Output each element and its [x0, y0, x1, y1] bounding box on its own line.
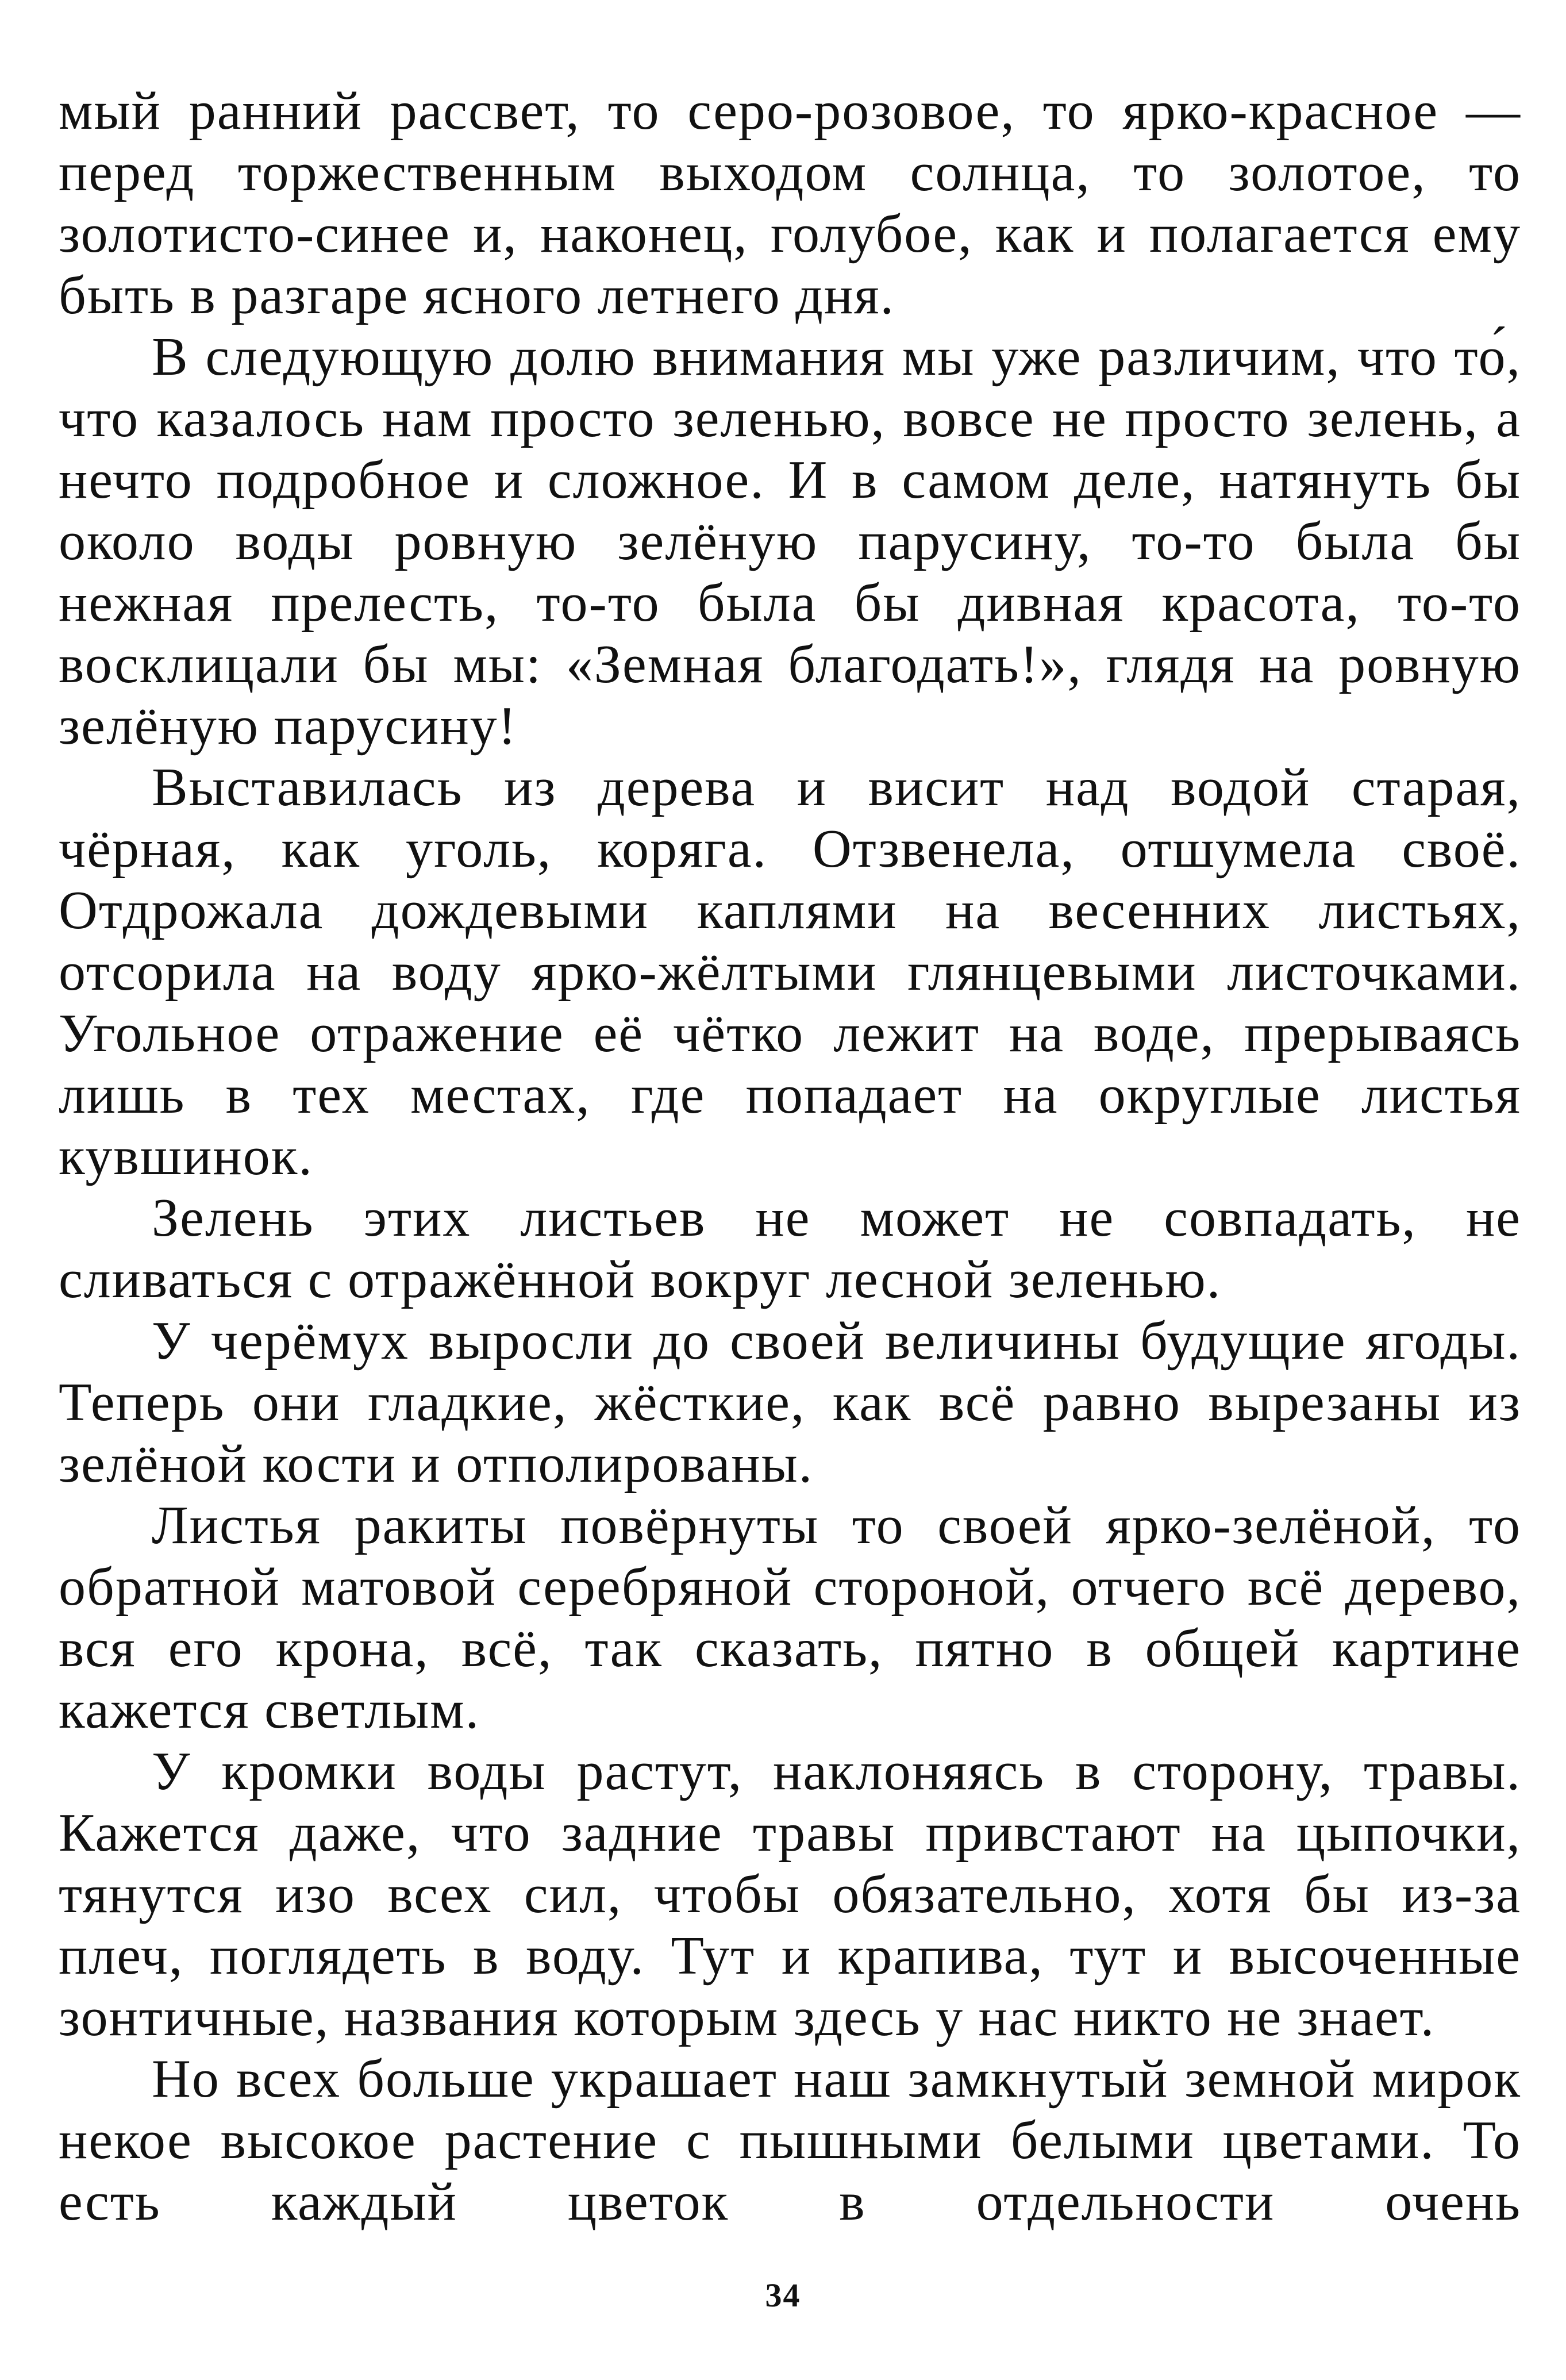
paragraph-1: мый ранний рассвет, то серо-розовое, то ярко-красное — перед торжественным выходом солнца, то золотое, то золотисто-синее и, наконец, голубое, как и полагается ему быть в разгаре ясного летнего дня. — [59, 81, 1521, 325]
paragraph-3: Выставилась из дерева и висит над водой старая, чёрная, как уголь, коряга. Отзвенела, отшумела своё. Отдрожала дождевыми каплями на весенних листьях, отсорила на воду ярко-жёлтыми глянцевыми листочками. Угольное отражение её чётко лежит на воде, прерываясь лишь в тех местах, где попадает на округлые листья кувшинок. — [59, 758, 1521, 1186]
paragraph-8: Но всех больше украшает наш замкнутый земной мирок некое высокое растение с пышными белыми цветами. То есть каждый цветок в отдельности очень — [59, 2049, 1521, 2232]
body-text — [59, 80, 1521, 2233]
paragraph-4: Зелень этих листьев не может не совпадать, не сливаться с отражённой вокруг лесной зеленью. — [59, 1188, 1521, 1309]
paragraph-5: У черёмух выросли до своей величины будущие ягоды. Теперь они гладкие, жёсткие, как всё равно вырезаны из зелёной кости и отполированы. — [59, 1311, 1521, 1494]
paragraph-7: У кромки воды растут, наклоняясь в сторону, травы. Кажется даже, что задние травы привстают на цыпочки, тянутся изо всех сил, чтобы обязательно, хотя бы из-за плеч, поглядеть в воду. Тут и крапива, тут и высоченные зонтичные, названия которым здесь у нас никто не знает. — [59, 1741, 1521, 2047]
paragraph-2: В следующую долю внимания мы уже различим, что то́, что казалось нам просто зеленью, вовсе не просто зелень, а нечто подробное и сложное. И в самом деле, натянуть бы около воды ровную зелёную парусину, то-то была бы нежная прелесть, то-то была бы дивная красота, то-то восклицали бы мы: «Земная благодать!», глядя на ровную зелёную парусину! — [59, 327, 1521, 756]
page-number: 34 — [765, 2277, 801, 2314]
paragraph-6: Листья ракиты повёрнуты то своей ярко-зелёной, то обратной матовой серебряной стороной, отчего всё дерево, вся его крона, всё, так сказать, пятно в общей картине кажется светлым. — [59, 1495, 1521, 1740]
